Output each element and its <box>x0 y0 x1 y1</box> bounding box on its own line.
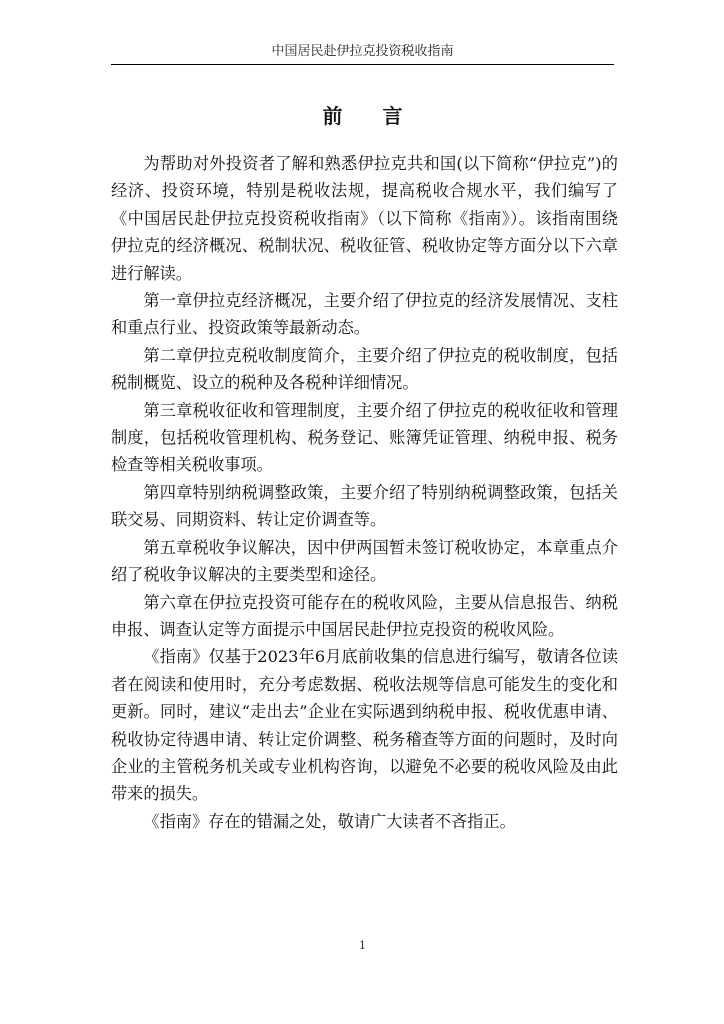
paragraph-disclaimer: 《指南》仅基于2023年6月底前收集的信息进行编写，敬请各位读者在阅读和使用时，充分考虑数据、税收法规等信息可能发生的变化和更新。同时，建议“走出去”企业在实际遇到纳税申报、税收优惠申请、税收协定待遇申请、转让定价调整、税务稽查等方面的问题时，及时向企业的主管税务机关或专业机构咨询，以避免不必要的税收风险及由此带来的损失。 <box>111 647 618 804</box>
paragraph-chapter-2: 第二章伊拉克税收制度简介，主要介绍了伊拉克的税收制度，包括税制概览、设立的税种及各税种详细情况。 <box>111 345 618 393</box>
page-number: 1 <box>359 939 366 952</box>
paragraph-intro: 为帮助对外投资者了解和熟悉伊拉克共和国(以下简称“伊拉克”)的经济、投资环境，特别是税收法规，提高税收合规水平，我们编写了《中国居民赴伊拉克投资税收指南》（以下简称《指南》）。该指南围绕伊拉克的经济概况、税制状况、税收征管、税收协定等方面分以下六章进行解读。 <box>111 154 618 283</box>
paragraph-chapter-3: 第三章税收征收和管理制度，主要介绍了伊拉克的税收征收和管理制度，包括税收管理机构、税务登记、账簿凭证管理、纳税申报、税务检查等相关税收事项。 <box>111 400 618 475</box>
paragraph-chapter-6: 第六章在伊拉克投资可能存在的税收风险，主要从信息报告、纳税申报、调查认定等方面提示中国居民赴伊拉克投资的税收风险。 <box>111 592 618 639</box>
page-title: 前言 <box>322 104 443 128</box>
paragraph-chapter-4: 第四章特别纳税调整政策，主要介绍了特别纳税调整政策，包括关联交易、同期资料、转让定价调查等。 <box>111 482 618 530</box>
paragraph-closing: 《指南》存在的错漏之处，敬请广大读者不吝指正。 <box>143 811 516 831</box>
paragraph-chapter-1: 第一章伊拉克经济概况，主要介绍了伊拉克的经济发展情况、支柱和重点行业、投资政策等最新动态。 <box>111 291 618 338</box>
body-text <box>111 150 618 835</box>
running-header: 中国居民赴伊拉克投资税收指南 <box>271 44 454 59</box>
paragraph-chapter-5: 第五章税收争议解决，因中伊两国暂未签订税收协定，本章重点介绍了税收争议解决的主要类型和途径。 <box>111 537 618 585</box>
header-rule <box>111 64 614 65</box>
